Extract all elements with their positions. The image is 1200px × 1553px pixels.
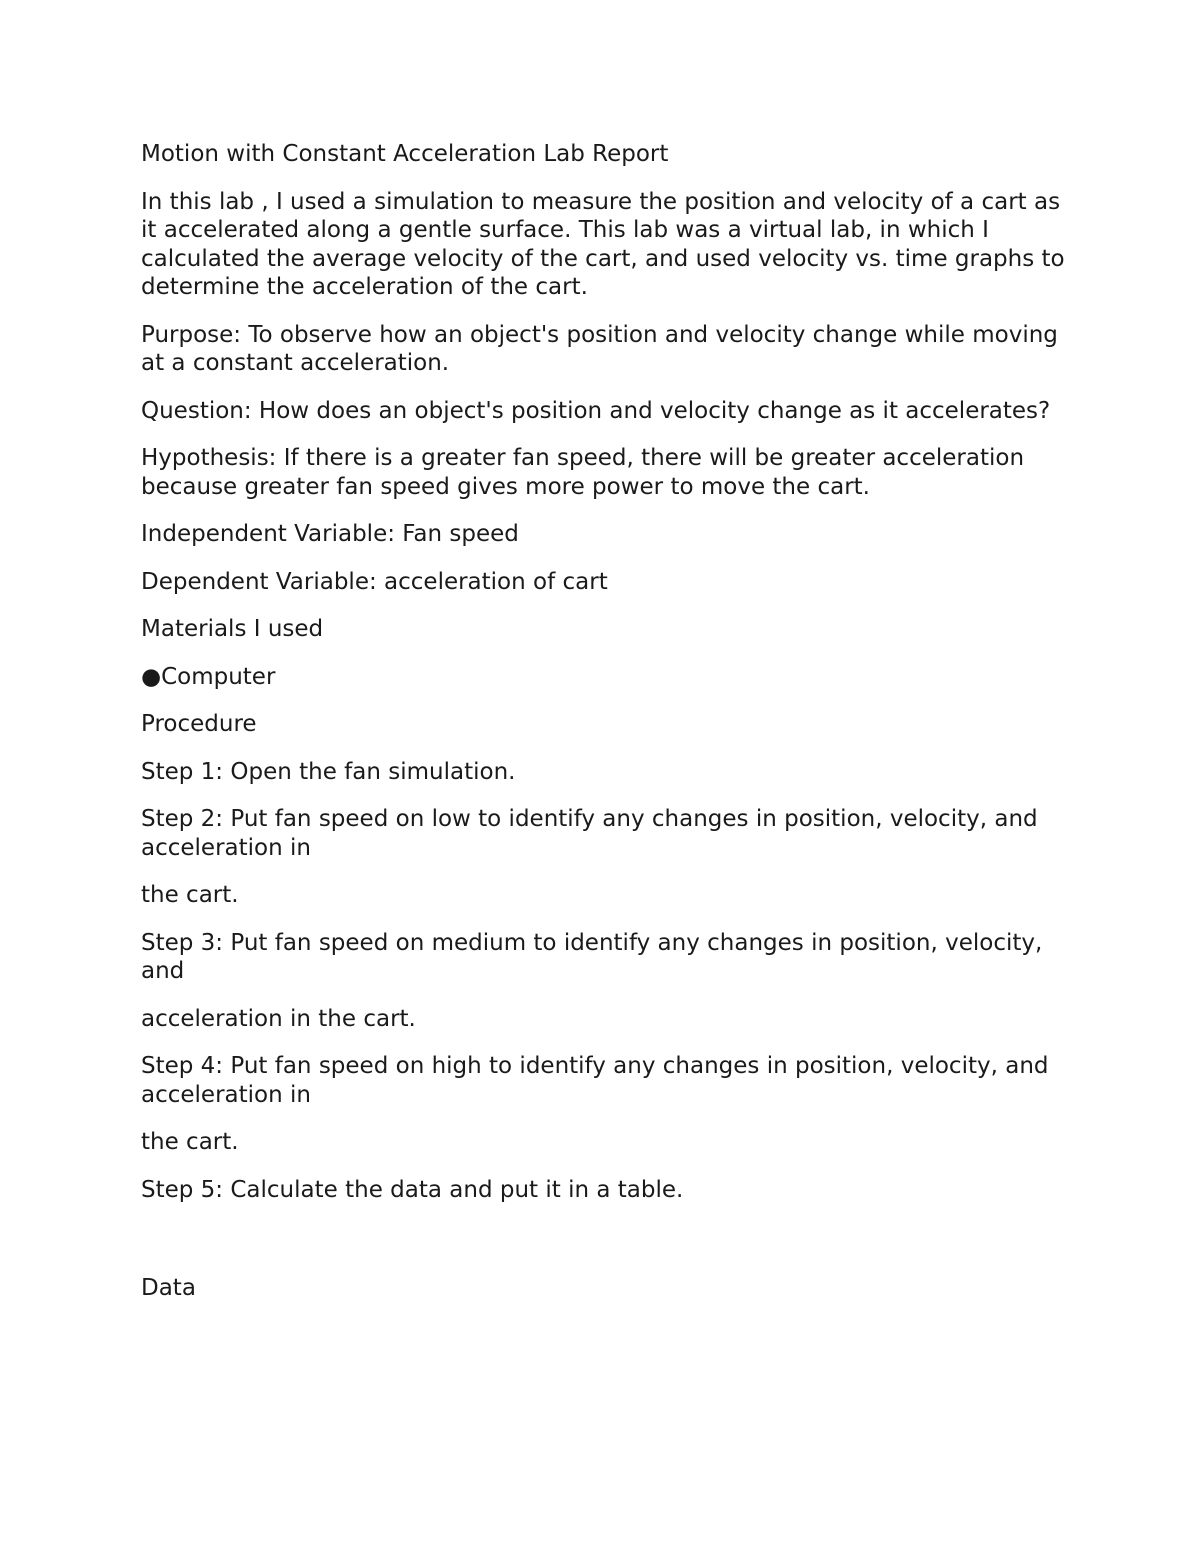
dependent-variable: Dependent Variable: acceleration of cart (141, 568, 608, 595)
procedure-step-2-continued: the cart. (141, 882, 239, 908)
intro-paragraph: In this lab , I used a simulation to measure the position and velocity of a cart as it accelerated along a gentle surface. This lab was a virtual lab, in which I calculated the average velocity of the cart, and used velocity vs. time graphs to determine the acceleration of the cart. (141, 188, 1065, 300)
procedure-heading: Procedure (141, 711, 257, 737)
procedure-step-4-continued: the cart. (141, 1129, 239, 1155)
procedure-step-5: Step 5: Calculate the data and put it in a table. (141, 1176, 684, 1203)
procedure-step-4: Step 4: Put fan speed on high to identify any changes in position, velocity, and acceleration in (141, 1053, 1049, 1108)
purpose-paragraph: Purpose: To observe how an object's position and velocity change while moving at a constant acceleration. (141, 321, 1058, 376)
document-title: Motion with Constant Acceleration Lab Report (141, 141, 669, 167)
procedure-step-3: Step 3: Put fan speed on medium to identify any changes in position, velocity, and (141, 929, 1043, 984)
independent-variable: Independent Variable: Fan speed (141, 521, 519, 547)
question-paragraph: Question: How does an object's position and velocity change as it accelerates? (141, 397, 1051, 424)
data-heading: Data (141, 1275, 196, 1301)
document-body (141, 140, 1071, 1322)
procedure-step-2: Step 2: Put fan speed on low to identify any changes in position, velocity, and acceleration in (141, 806, 1038, 861)
hypothesis-paragraph: Hypothesis: If there is a greater fan speed, there will be greater acceleration because greater fan speed gives more power to move the cart. (141, 445, 1025, 500)
procedure-step-3-continued: acceleration in the cart. (141, 1005, 416, 1032)
procedure-step-1: Step 1: Open the fan simulation. (141, 758, 516, 785)
materials-list-item: ●Computer (141, 663, 276, 690)
materials-heading: Materials I used (141, 616, 324, 642)
